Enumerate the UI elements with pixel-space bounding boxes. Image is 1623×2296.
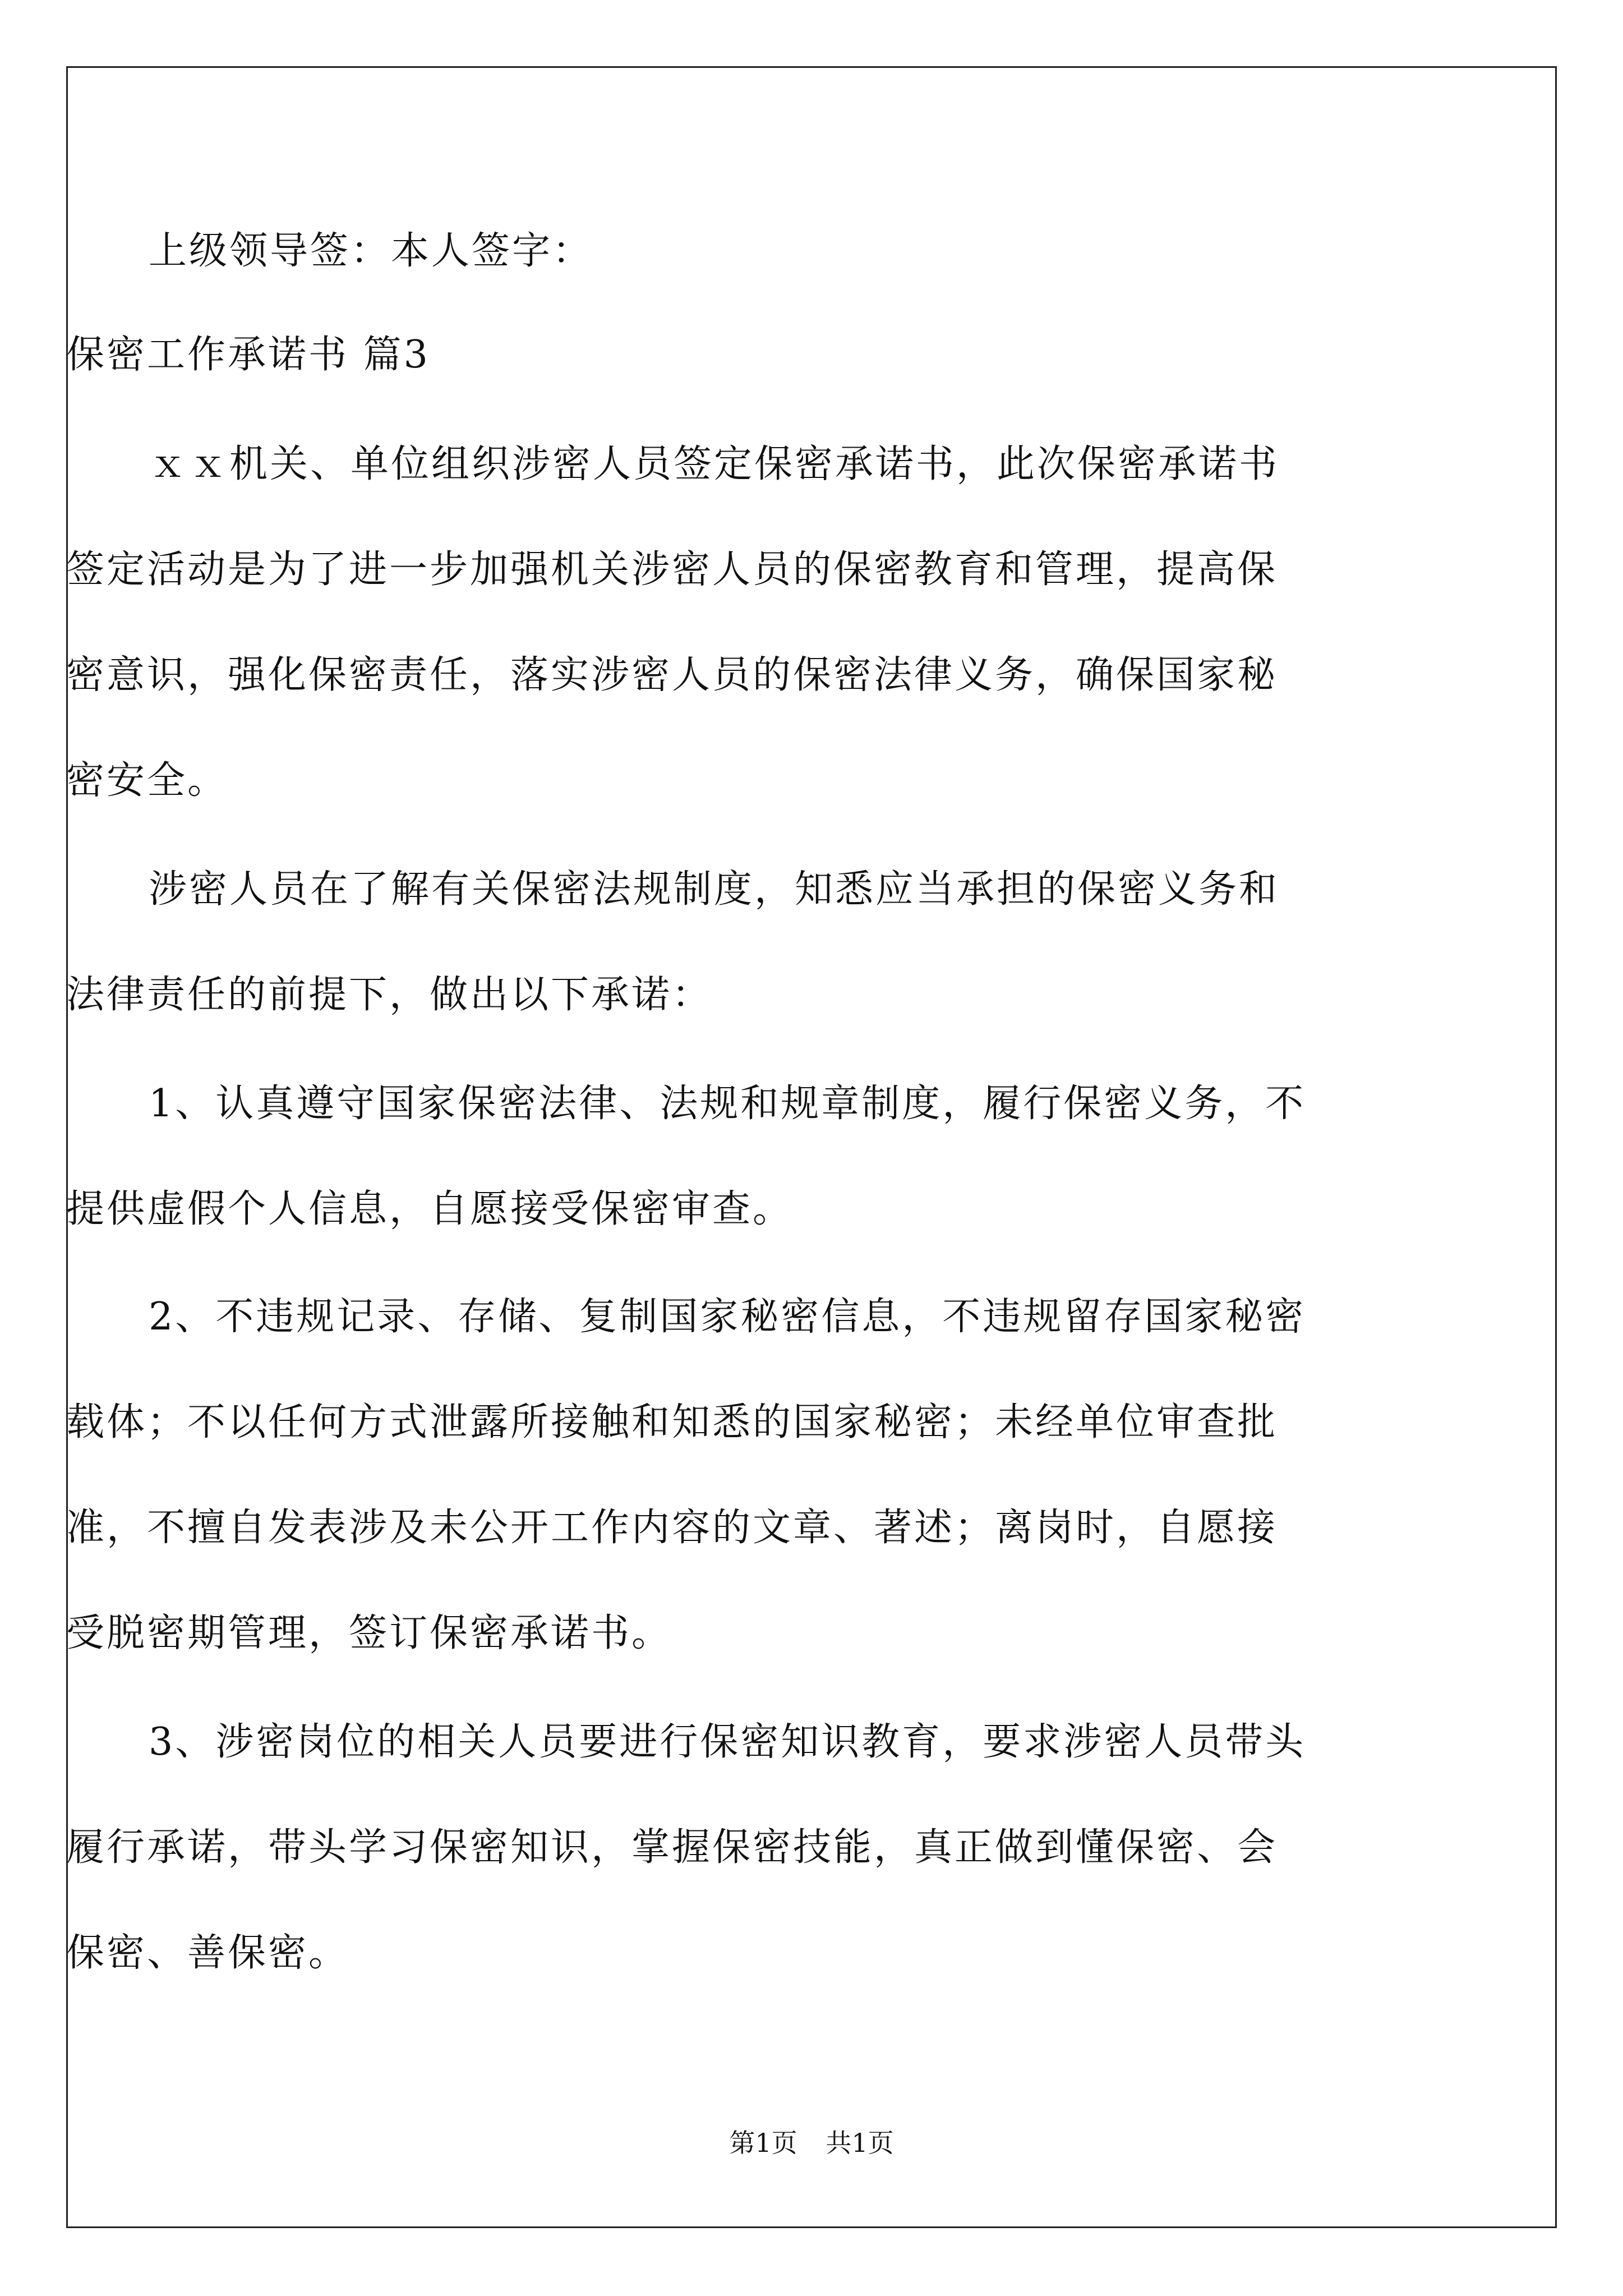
list-item-line: 履行承诺，带头学习保密知识，掌握保密技能，真正做到懂保密、会 bbox=[66, 1825, 1278, 1870]
list-item-line: 保密、善保密。 bbox=[66, 1931, 349, 1975]
paragraph-line: 密安全。 bbox=[66, 758, 228, 803]
paragraph-line: ｘｘ机关、单位组织涉密人员签定保密承诺书，此次保密承诺书 bbox=[149, 442, 1280, 486]
signature-line: 上级领导签：本人签字： bbox=[149, 229, 593, 273]
paragraph-line: 签定活动是为了进一步加强机关涉密人员的保密教育和管理，提高保 bbox=[66, 547, 1278, 592]
page-border bbox=[66, 66, 1557, 2228]
paragraph-line: 涉密人员在了解有关保密法规制度，知悉应当承担的保密义务和 bbox=[149, 867, 1280, 912]
list-item-line: 载体；不以任何方式泄露所接触和知悉的国家秘密；未经单位审查批 bbox=[66, 1400, 1278, 1444]
page-number: 第1页 bbox=[729, 2128, 797, 2158]
list-item-line: 准，不擅自发表涉及未公开工作内容的文章、著述；离岗时，自愿接 bbox=[66, 1506, 1278, 1550]
section-heading: 保密工作承诺书 篇3 bbox=[66, 333, 430, 377]
list-item-line: 3、涉密岗位的相关人员要进行保密知识教育，要求涉密人员带头 bbox=[149, 1720, 1306, 1764]
list-item-line: 1、认真遵守国家保密法律、法规和规章制度，履行保密义务，不 bbox=[149, 1082, 1306, 1126]
page-footer bbox=[0, 2126, 1623, 2160]
list-item-line: 受脱密期管理，签订保密承诺书。 bbox=[66, 1611, 672, 1655]
page-total: 共1页 bbox=[826, 2128, 894, 2158]
list-item-line: 提供虚假个人信息，自愿接受保密审查。 bbox=[66, 1187, 794, 1231]
paragraph-line: 法律责任的前提下，做出以下承诺： bbox=[66, 973, 713, 1017]
paragraph-line: 密意识，强化保密责任，落实涉密人员的保密法律义务，确保国家秘 bbox=[66, 653, 1278, 697]
list-item-line: 2、不违规记录、存储、复制国家秘密信息，不违规留存国家秘密 bbox=[149, 1295, 1306, 1339]
